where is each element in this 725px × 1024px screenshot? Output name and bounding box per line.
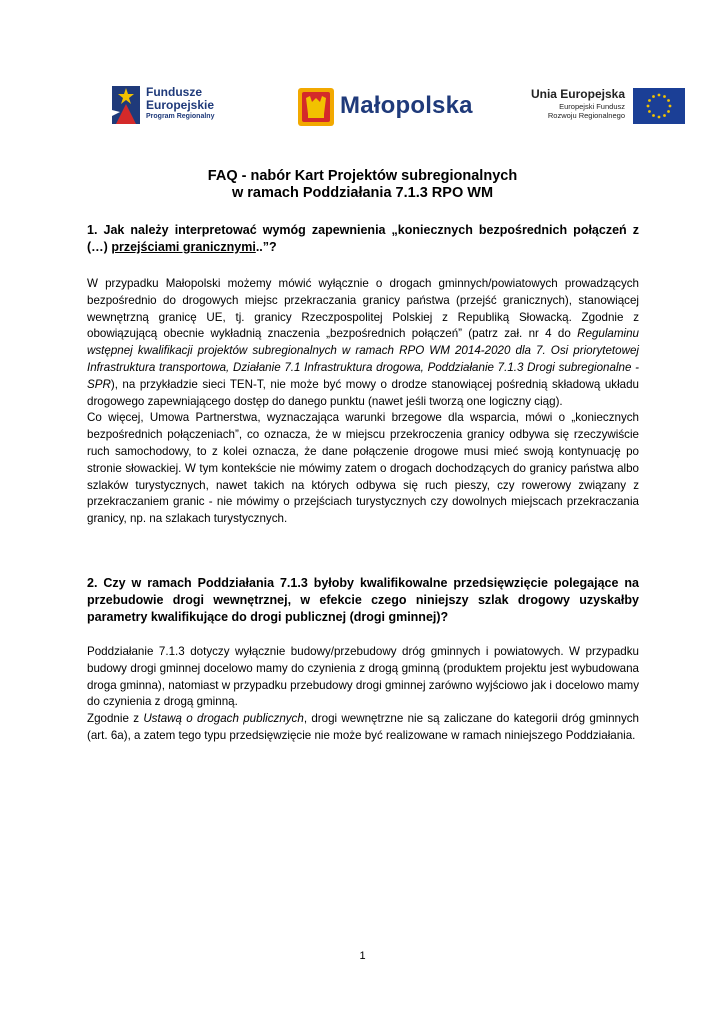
eu-star-icon xyxy=(663,95,666,98)
ue-line2: Europejski Fundusz xyxy=(559,101,625,111)
answer-1-paragraph-2: Co więcej, Umowa Partnerstwa, wyznaczająca warunki brzegowe dla wsparcia, mówi o „koniecznych bezpośrednich połączeniach”, co oznacza, że w miejscu przekroczenia granicy odbywa się rzeczywiście ruch samochodowy, to z kolei oznacza, że dane połączenie drogowe musi mieć swoją kontynuację po stronie słowackiej. W tym kontekście nie mówimy zatem o drogach dochodzących do granicy państwa albo szlaków turystycznych, nawet takich na których odbywa się ruch pieszy, czy rowerowy związany z przekraczaniem granic - nie mówimy o przejściach turystycznych czy dowolnych miejscach przekraczania granicy, np. na szlakach turystycznych. xyxy=(87,411,639,526)
eu-star-icon xyxy=(667,99,670,102)
answer-1-p1-a: W przypadku Małopolski możemy mówić wyłącznie o drogach gminnych/powiatowych prowadzących bezpośrednio do drogowych miejsc przekraczania granicy państwa (przejść granicznych), stanowiącej wewnętrzną granicę UE, tj. granicy Rzeczpospolitej Polskiej z Republiką Słowacką. Zgodnie z obowiązującą obecnie wykładnią znaczenia „bezpośrednich połączeń” (patrz zał. nr 4 do xyxy=(87,277,639,341)
eu-flag-icon xyxy=(633,88,685,124)
eu-star-icon xyxy=(669,105,672,108)
eu-star-icon xyxy=(658,94,661,97)
ue-line1: Unia Europejska xyxy=(530,87,625,101)
question-2-heading: 2. Czy w ramach Poddziałania 7.1.3 byłoby kwalifikowalne przedsięwzięcie polegające na przebudowie drogi wewnętrznej, w efekcie czego niniejszy szlak drogowy uzyskałby parametry kwalifikujące do drogi publicznej (drogi gminnej)? xyxy=(87,576,639,624)
answer-1-p1-italic: Regulaminu wstępnej kwalifikacji projektów subregionalnych w ramach RPO WM 2014-2020 dla 7. Osi priorytetowej Infrastruktura transportowa, Działanie 7.1 Infrastruktura drogowa, Poddziałanie 7.1.3 Drogi subregionalne - SPR xyxy=(87,327,639,391)
answer-1-paragraph-1 xyxy=(87,276,639,410)
fe-line1: Fundusze xyxy=(146,85,202,99)
document-title xyxy=(0,168,725,202)
title-line-1: FAQ - nabór Kart Projektów subregionalnych xyxy=(207,168,518,184)
fe-line2: Europejskie xyxy=(146,97,215,112)
answer-2-paragraph-2 xyxy=(87,711,639,745)
ue-line3: Rozwoju Regionalnego xyxy=(547,111,625,121)
answer-2-p2-italic: Ustawą o drogach publicznych xyxy=(143,712,304,726)
question-2 xyxy=(87,575,639,626)
eu-star-icon xyxy=(648,110,651,113)
question-1 xyxy=(87,222,639,256)
answer-1 xyxy=(87,276,639,528)
malopolska-crest-icon xyxy=(298,88,334,126)
unia-europejska-logo xyxy=(523,86,685,130)
answer-2 xyxy=(87,644,639,745)
fe-line3: Program Regionalny xyxy=(146,113,215,121)
answer-2-paragraph-1: Poddziałanie 7.1.3 dotyczy wyłącznie budowy/przebudowy dróg gminnych i powiatowych. W przypadku budowy drogi gminnej docelowo mamy do czynienia z drogą gminną (produktem projektu jest wybudowana droga gminna), natomiast w przypadku przebudowy drogi gminnej zarówno wyjściowo jak i docelowo mamy do czynienia z drogą gminną. xyxy=(87,645,639,709)
eu-star-icon xyxy=(652,95,655,98)
eu-star-icon xyxy=(647,105,650,108)
q1-text: 1. Jak należy interpretować wymóg zapewnienia „koniecznych bezpośrednich połączeń z (…) xyxy=(87,223,639,254)
title-line-2: w ramach Poddziałania 7.1.3 RPO WM xyxy=(231,185,494,201)
fundusze-europejskie-mark-icon xyxy=(110,82,142,126)
malopolska-name: Małopolska xyxy=(340,92,473,119)
answer-2-p2-a: Zgodnie z xyxy=(87,712,144,726)
eu-star-icon xyxy=(663,114,666,117)
q1-underlined: przejściami granicznymi xyxy=(111,240,256,254)
page-number: 1 xyxy=(359,950,366,962)
logos-header xyxy=(110,78,685,138)
question-1-heading xyxy=(87,222,639,256)
eu-star-icon xyxy=(648,99,651,102)
answer-1-p1-b: ), na przykładzie sieci TEN-T, nie może być mowy o drodze stanowiącej pośrednią składową układu drogowego zapewniającego dostęp do danego punktu (nawet jeśli tworzą one logiczny ciąg). xyxy=(87,377,639,408)
fundusze-europejskie-logo xyxy=(110,82,240,130)
eu-star-icon xyxy=(652,114,655,117)
answer-2-p2-b: , drogi wewnętrzne nie są zaliczane do kategorii dróg gminnych (art. 6a), a zatem tego typu przedsięwzięcie nie może być realizowane w ramach niniejszego Poddziałania. xyxy=(87,712,640,742)
malopolska-logo xyxy=(298,88,488,128)
q1-tail: ..”? xyxy=(255,240,277,254)
eu-star-icon xyxy=(658,116,661,119)
eu-star-icon xyxy=(667,110,670,113)
